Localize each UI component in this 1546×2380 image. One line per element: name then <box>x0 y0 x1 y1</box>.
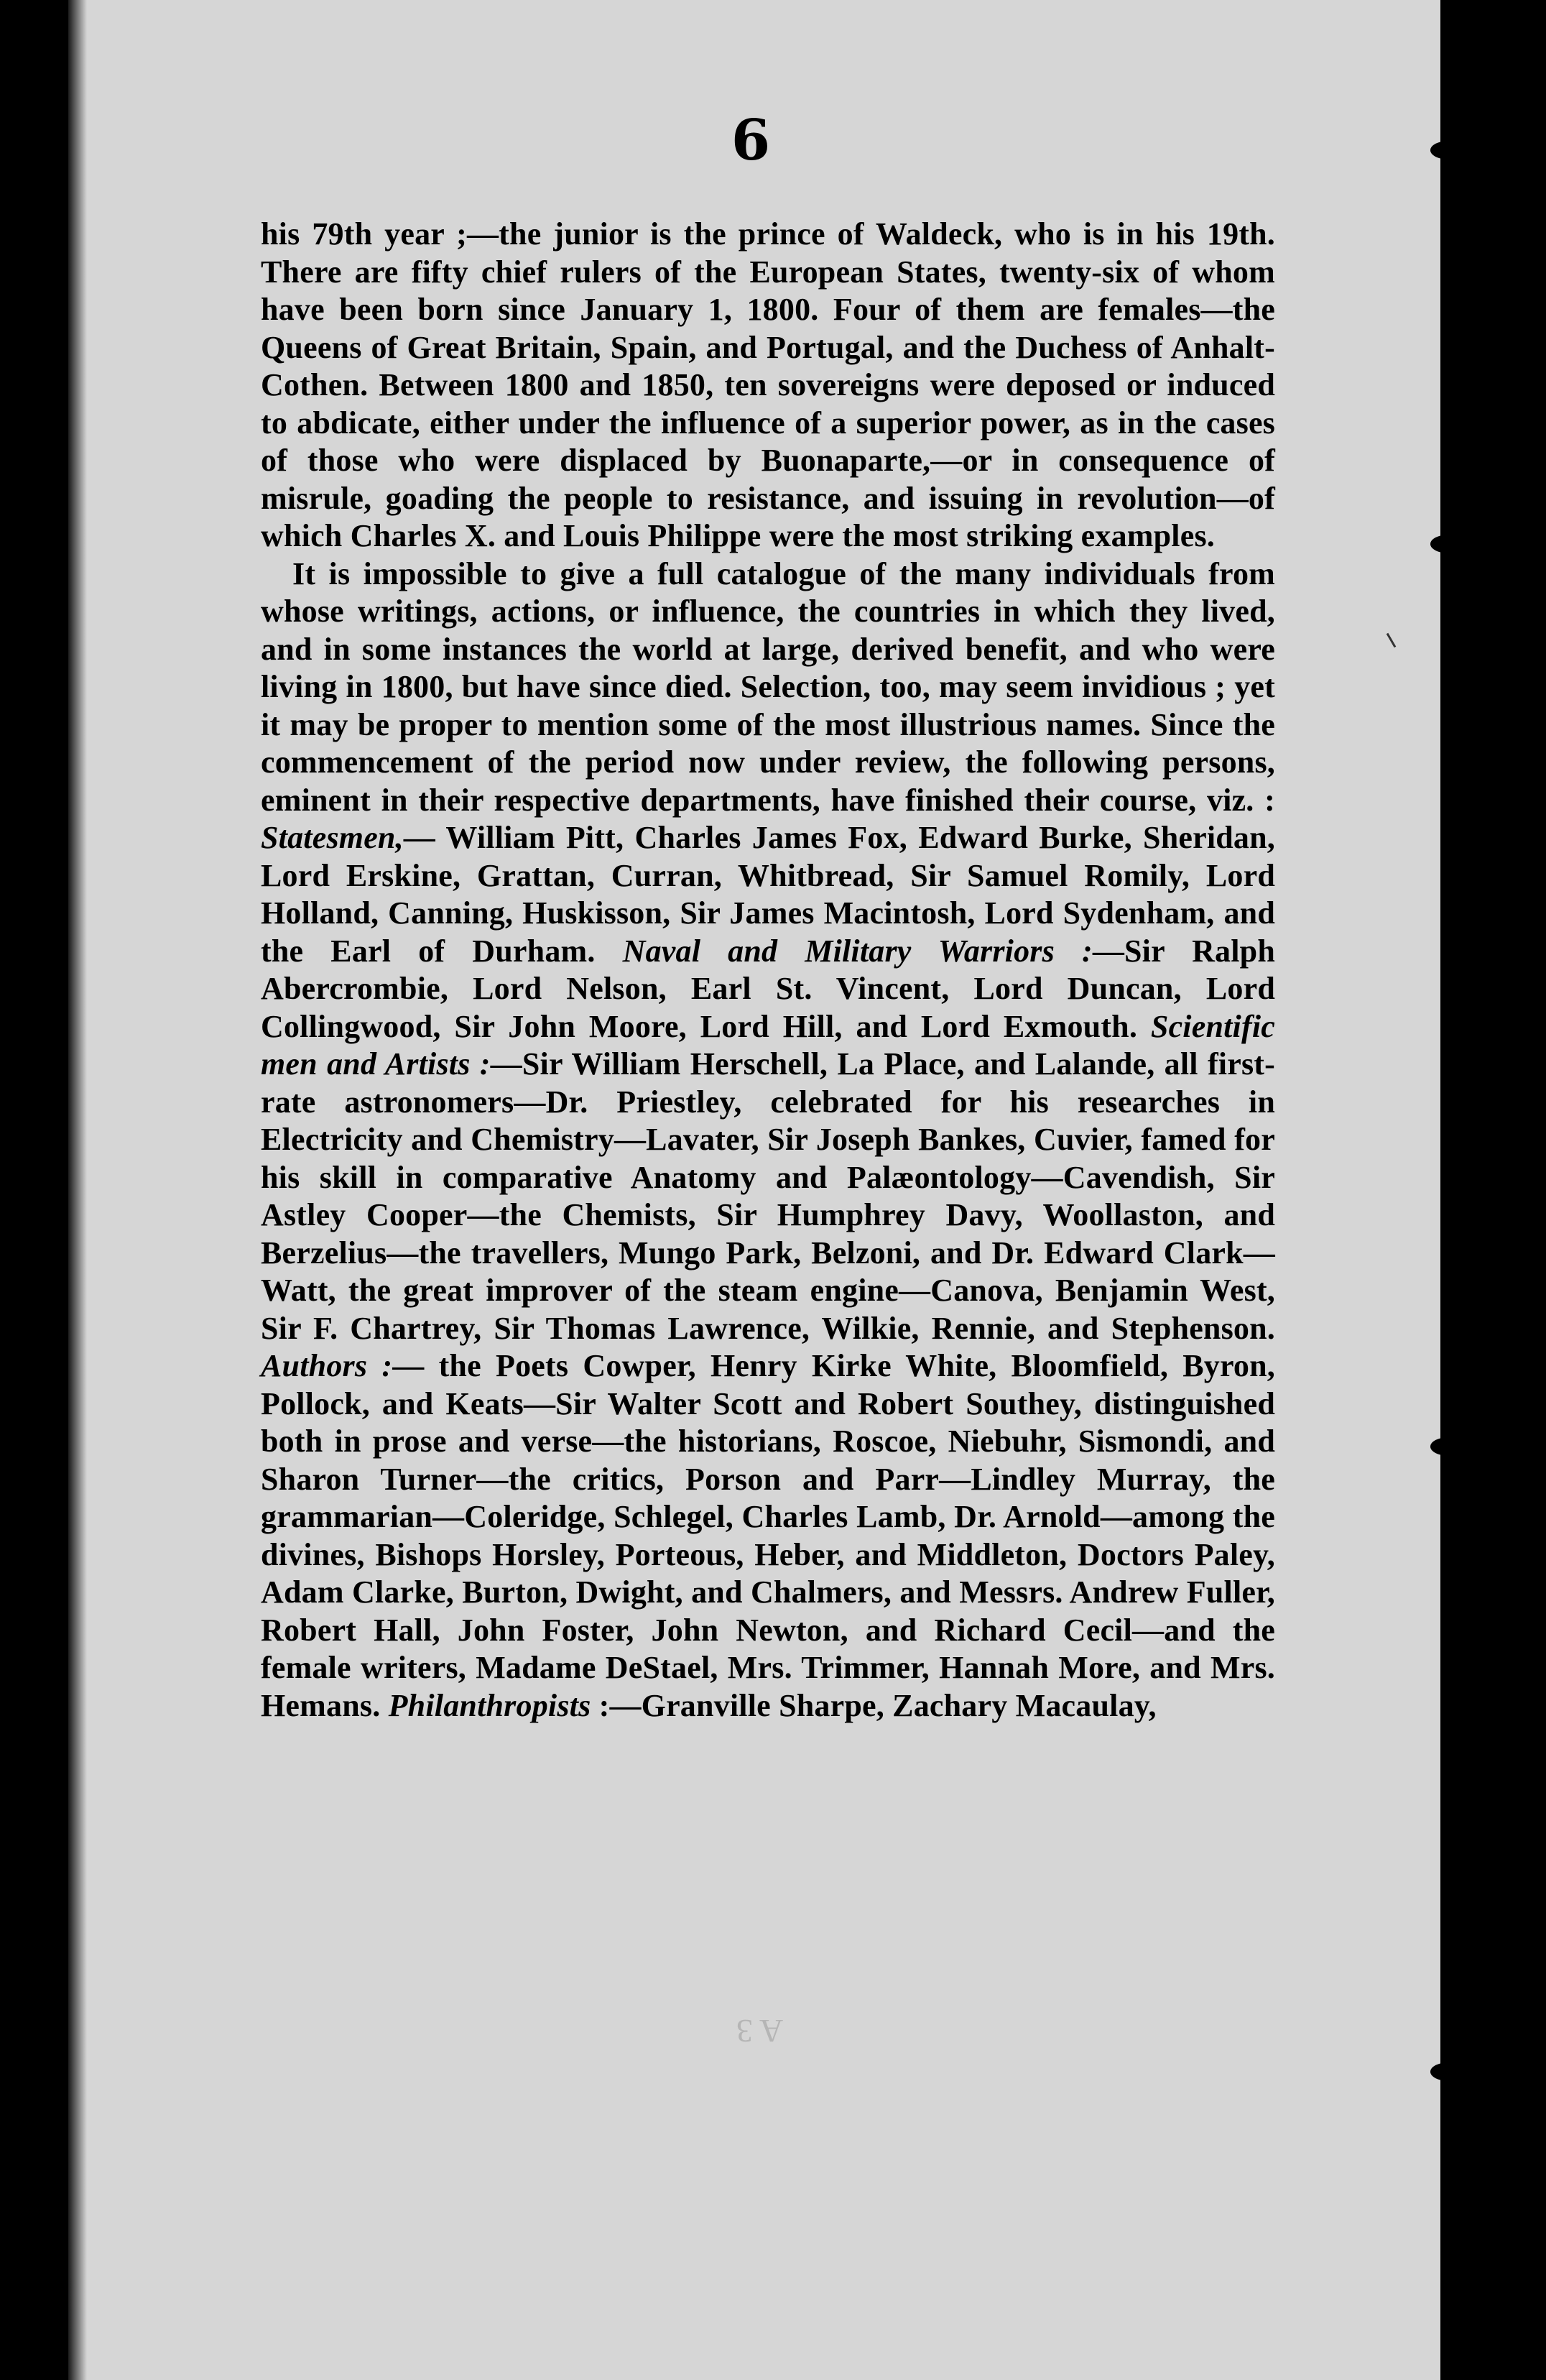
text-run: —Sir Ralph Abercrombie, Lord Nelson, Earl St. Vincent, Lord Duncan, Lord Collingwood, Sir John Moore, Lord Hill, and Lord Exmouth. <box>261 933 1276 1044</box>
binding-stitch-upper <box>1430 535 1440 553</box>
scanned-page <box>68 0 1440 2380</box>
italic-heading: Naval and Military Warriors : <box>622 933 1093 969</box>
text-run: It is impossible to give a full catalogue of the many individuals from whose writings, actions, or influence, the countries in which they lived, and in some instances the world at large, derived benefit, and who were living in 1800, but have since died. Selection, too, may seem invidious ; yet it may be proper to mention some of the most illustrious names. Since the commencement of the period now under review, the following persons, eminent in their respective departments, have finished their course, viz. : <box>261 555 1275 818</box>
paragraph <box>261 555 1275 1725</box>
text-run: — William Pitt, Charles James Fox, Edward Burke, Sheridan, Lord Erskine, Grattan, Curran, Whitbread, Sir Samuel Romily, Lord Holland, Canning, Huskisson, Sir James Macintosh, Lord Sydenham, and the Earl of Durham. <box>261 820 1275 969</box>
binding-stitch-lower <box>1430 1437 1440 1456</box>
binding-stitch-bottom <box>1430 2062 1440 2081</box>
italic-heading: Scientific men and Artists : <box>261 1008 1275 1081</box>
text-run: :—Granville Sharpe, Zachary Macaulay, <box>591 1687 1157 1723</box>
page-shadow-edge <box>68 0 87 2380</box>
page-number: 6 <box>731 108 771 173</box>
paragraph <box>261 216 1275 555</box>
bleed-through-signature-mark: A 3 <box>736 2013 784 2049</box>
binding-stitch-top <box>1430 141 1440 160</box>
binding-tick-mark <box>1387 633 1397 648</box>
italic-heading: Authors : <box>261 1348 393 1383</box>
body-text <box>261 216 1275 1725</box>
text-run: his 79th year ;—the junior is the prince of Waldeck, who is in his 19th. There are fifty chief rulers of the European States, twenty-six of whom have been born since January 1, 1800. Four of them are females—the Queens of Great Britain, Spain, and Portugal, and the Duchess of Anhalt-Cothen. Between 1800 and 1850, ten sovereigns were deposed or induced to abdicate, either under the influence of a superior power, as in the cases of those who were displaced by Buonaparte,—or in consequence of misrule, goading the people to resistance, and issuing in revolution—of which Charles X. and Louis Philippe were the most striking examples. <box>261 216 1275 553</box>
italic-heading: Philanthropists <box>388 1687 591 1723</box>
text-run: — the Poets Cowper, Henry Kirke White, Bloomfield, Byron, Pollock, and Keats—Sir Walter Scott and Robert Southey, distinguished both in prose and verse—the historians, Roscoe, Niebuhr, Sismondi, and Sharon Turner—the critics, Porson and Parr—Lindley Murray, the grammarian—Coleridge, Schlegel, Charles Lamb, Dr. Arnold—among the divines, Bishops Horsley, Porteous, Heber, and Middleton, Doctors Paley, Adam Clarke, Burton, Dwight, and Chalmers, and Messrs. Andrew Fuller, Robert Hall, John Foster, John Newton, and Richard Cecil—and the female writers, Madame DeStael, Mrs. Trimmer, Hannah More, and Mrs. Hemans. <box>261 1348 1276 1723</box>
text-run: —Sir William Herschell, La Place, and Lalande, all first-rate astronomers—Dr. Priestley, celebrated for his researches in Electricity and Chemistry—Lavater, Sir Joseph Bankes, Cuvier, famed for his skill in comparative Anatomy and Palæontology—Cavendish, Sir Astley Cooper—the Chemists, Sir Humphrey Davy, Woollaston, and Berzelius—the travellers, Mungo Park, Belzoni, and Dr. Edward Clark—Watt, the great improver of the steam engine—Canova, Benjamin West, Sir F. Chartrey, Sir Thomas Lawrence, Wilkie, Rennie, and Stephenson. <box>261 1046 1275 1346</box>
italic-heading: Statesmen, <box>261 820 404 855</box>
